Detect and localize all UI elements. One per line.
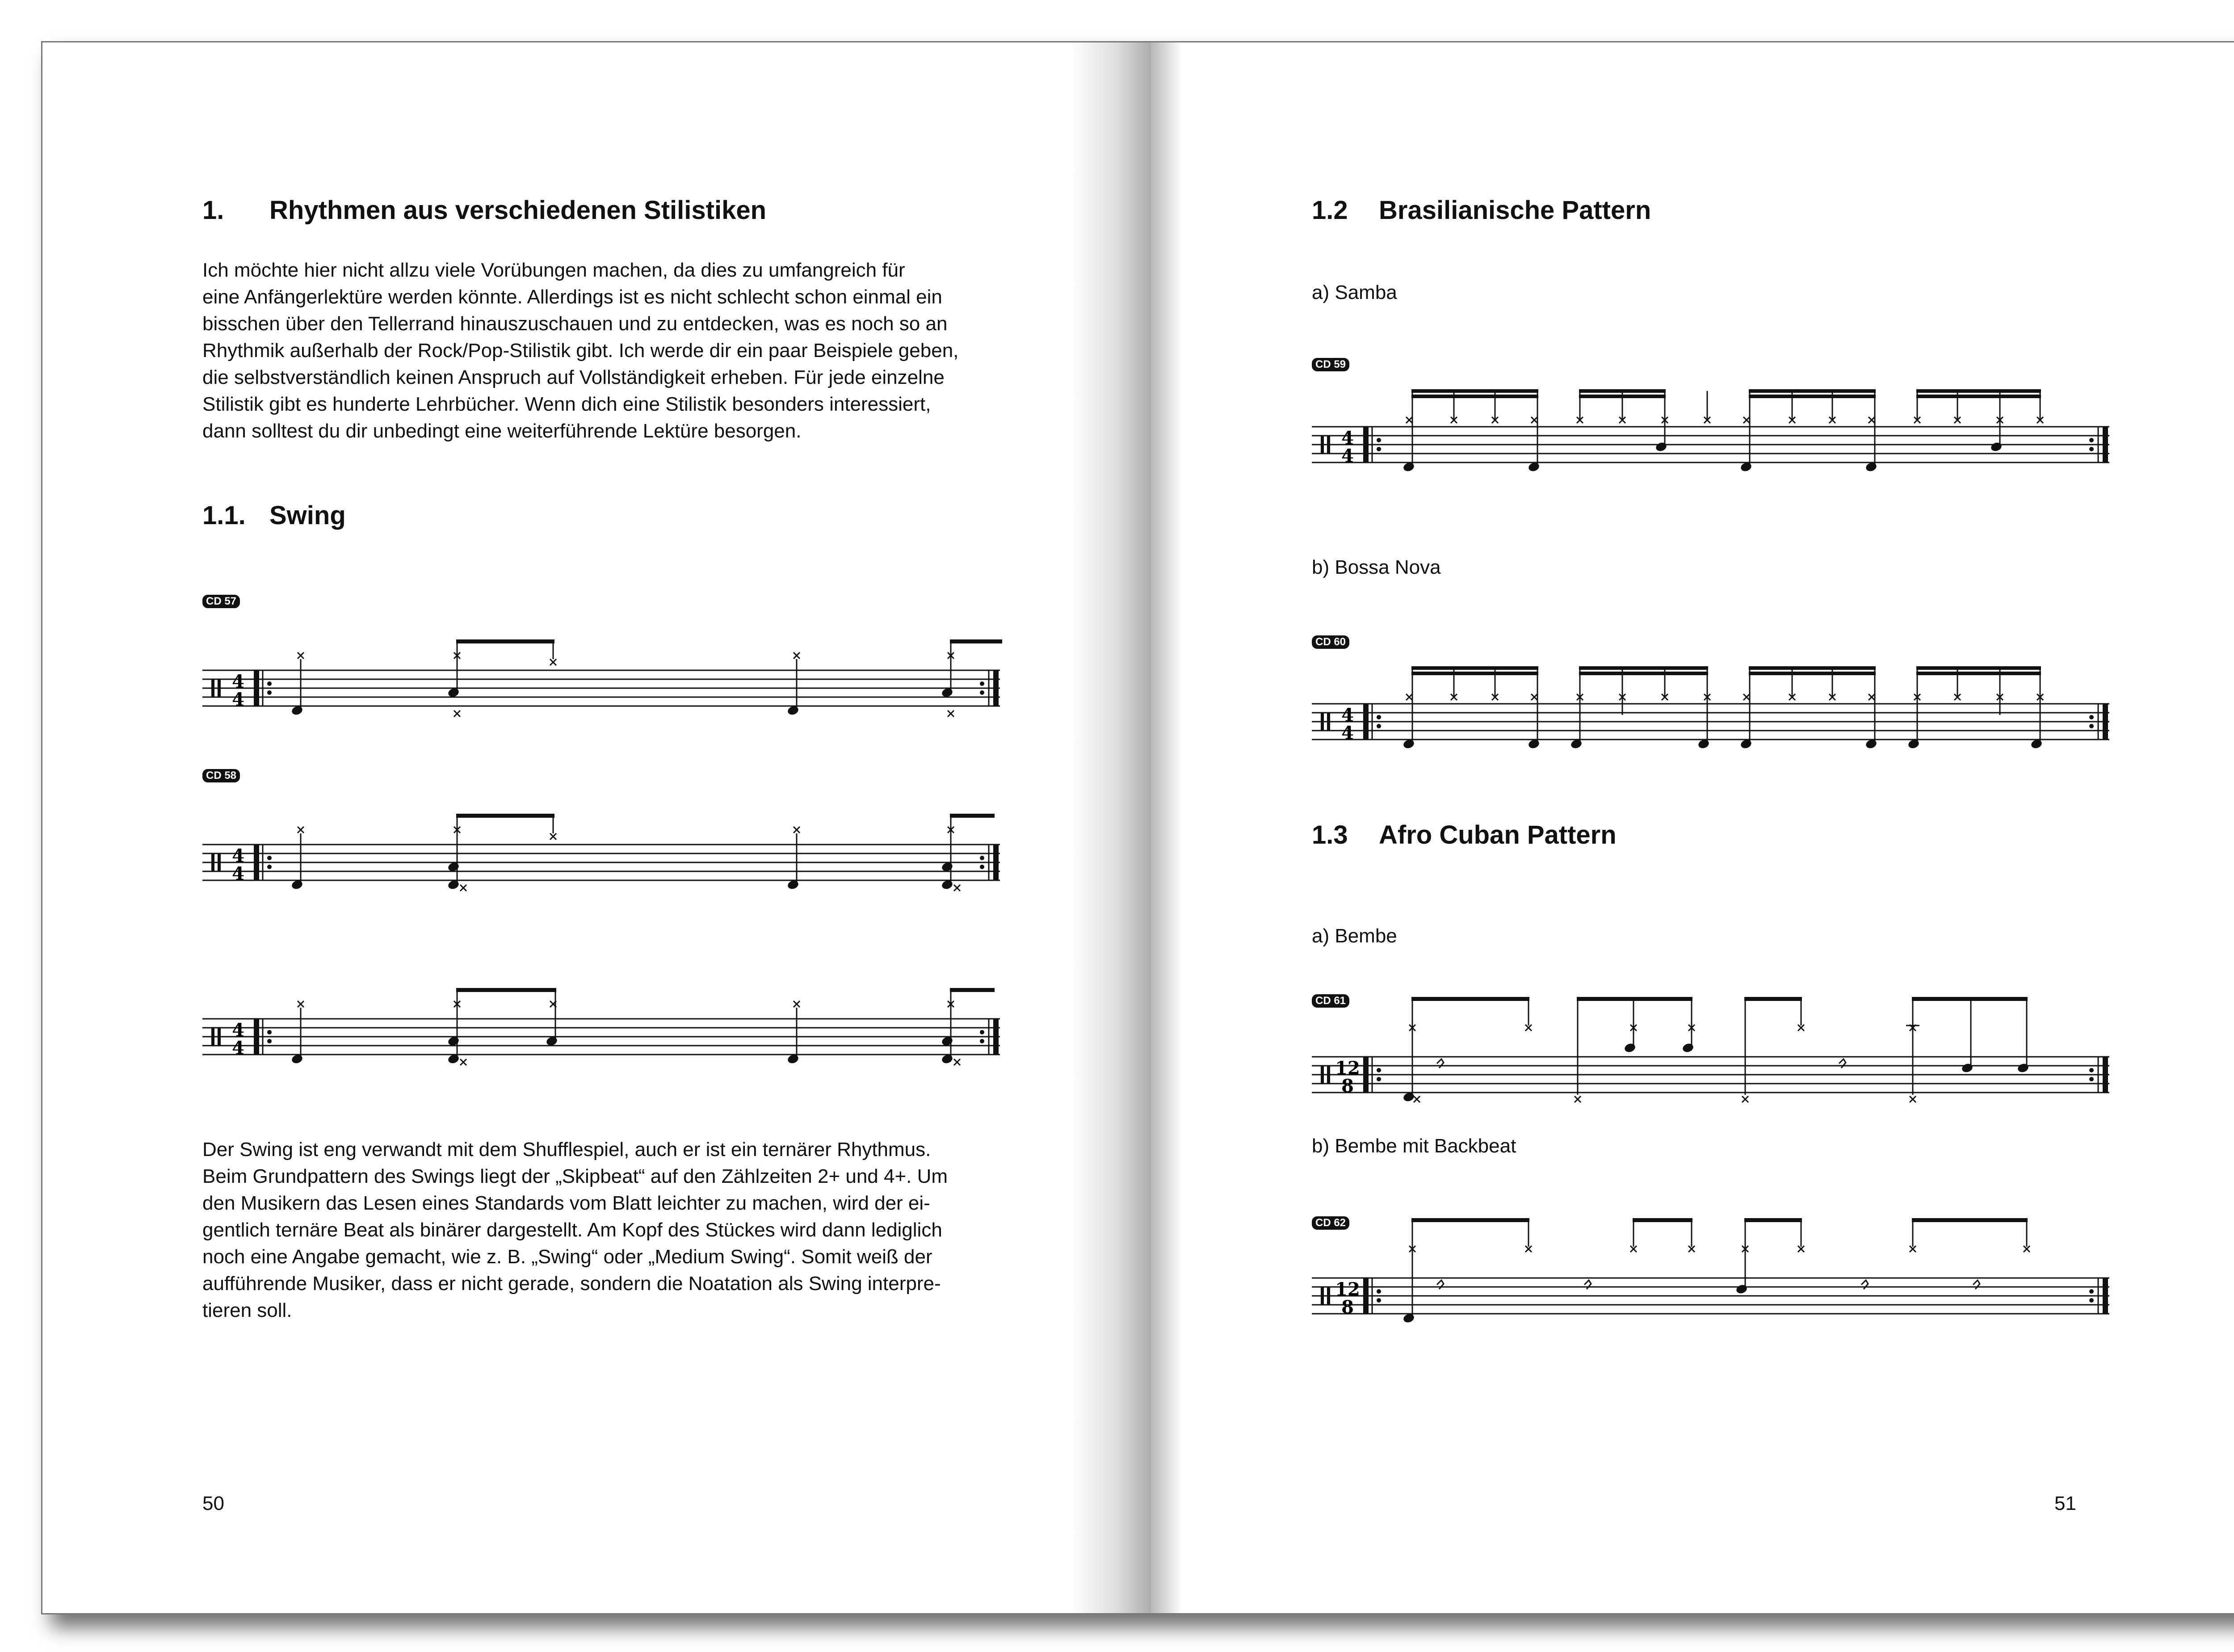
section-number: 1.1. xyxy=(202,501,246,530)
text-line: den Musikern das Lesen eines Standards vom Blatt leichter zu machen, wird der ei- xyxy=(202,1192,930,1214)
cd-track-badge: CD 57 xyxy=(202,595,240,608)
time-sig-top: 4 xyxy=(232,1020,244,1041)
text-line: Beim Grundpattern des Swings liegt der „Skipbeat“ auf den Zählzeiten 2+ und 4+. Um xyxy=(202,1165,948,1187)
section-title: Afro Cuban Pattern xyxy=(1379,820,1617,849)
cd-track-badge: CD 58 xyxy=(202,769,240,782)
text-line: Ich möchte hier nicht allzu viele Vorübungen machen, da dies zu umfangreich für xyxy=(202,259,905,281)
drum-staff-bembe xyxy=(1312,981,2112,1110)
time-sig-top: 12 xyxy=(1335,1279,1360,1300)
text-line: aufführende Musiker, dass er nicht gerade, sondern die Noatation als Swing interpre- xyxy=(202,1273,941,1295)
pattern-label-bembe-backbeat: b) Bembe mit Backbeat xyxy=(1312,1135,1516,1157)
gutter-shadow-right xyxy=(1151,42,1182,1613)
section-heading-swing xyxy=(202,500,346,530)
section-title: Swing xyxy=(269,501,346,530)
chapter-number: 1. xyxy=(202,196,224,225)
drum-staff-swing-3 xyxy=(202,950,1002,1084)
section-heading-brazil xyxy=(1312,195,1651,225)
pattern-label-bembe: a) Bembe xyxy=(1312,925,1397,947)
gutter-shadow-left xyxy=(1071,42,1151,1613)
right-page xyxy=(1151,42,2234,1613)
text-line: Rhythmik außerhalb der Rock/Pop-Stilistik gibt. Ich werde dir ein paar Beispiele geben, xyxy=(202,340,959,362)
chapter-heading xyxy=(202,195,766,225)
drum-staff-bembe-backbeat xyxy=(1312,1202,2112,1332)
text-line: noch eine Angabe gemacht, wie z. B. „Swing“ oder „Medium Swing“. Somit weiß der xyxy=(202,1246,932,1268)
time-sig-bottom: 8 xyxy=(1341,1076,1354,1097)
text-line: tieren soll. xyxy=(202,1299,292,1321)
time-sig-top: 4 xyxy=(1341,428,1354,449)
page-number-left: 50 xyxy=(202,1492,224,1514)
time-sig-bottom: 4 xyxy=(1341,723,1354,744)
left-page xyxy=(42,42,1151,1613)
drum-staff-bossa-nova xyxy=(1312,623,2112,753)
cd-track-badge: CD 59 xyxy=(1312,358,1349,371)
section-title: Brasilianische Pattern xyxy=(1379,196,1651,225)
time-sig-bottom: 4 xyxy=(1341,446,1354,467)
section-number: 1.2 xyxy=(1312,196,1348,225)
page-number-right: 51 xyxy=(2054,1492,2076,1514)
intro-paragraph xyxy=(202,257,999,445)
text-line: die selbstverständlich keinen Anspruch auf Vollständigkeit erheben. Für jede einzelne xyxy=(202,366,945,388)
time-sig-top: 4 xyxy=(1341,705,1354,726)
time-sig-top: 12 xyxy=(1335,1058,1360,1079)
time-sig-bottom: 4 xyxy=(232,689,244,710)
time-sig-bottom: 4 xyxy=(232,1038,244,1059)
time-sig-bottom: 4 xyxy=(232,863,244,884)
time-sig-bottom: 8 xyxy=(1341,1297,1354,1318)
cd-track-badge: CD 60 xyxy=(1312,635,1349,649)
text-line: eine Anfängerlektüre werden könnte. Allerdings ist es nicht schlecht schon einmal ein xyxy=(202,286,942,308)
text-line: bisschen über den Tellerrand hinauszuschauen und zu entdecken, was es noch so an xyxy=(202,313,948,335)
time-sig-top: 4 xyxy=(232,845,244,866)
cd-track-badge: CD 61 xyxy=(1312,994,1349,1008)
drum-staff-swing-2 xyxy=(202,775,1002,909)
drum-staff-swing-1 xyxy=(202,601,1002,735)
text-line: Der Swing ist eng verwandt mit dem Shufflespiel, auch er ist ein ternärer Rhythmus. xyxy=(202,1139,931,1160)
chapter-title: Rhythmen aus verschiedenen Stilistiken xyxy=(269,196,767,225)
swing-paragraph xyxy=(202,1136,999,1324)
text-line: gentlich ternäre Beat als binärer dargestellt. Am Kopf des Stückes wird dann lediglich xyxy=(202,1219,942,1241)
section-heading-afro-cuban xyxy=(1312,820,1617,850)
pattern-label-bossa-nova: b) Bossa Nova xyxy=(1312,556,1441,578)
open-book xyxy=(41,41,2234,1614)
drum-staff-samba xyxy=(1312,346,2112,476)
section-number: 1.3 xyxy=(1312,820,1348,849)
text-line: Stilistik gibt es hunderte Lehrbücher. Wenn dich eine Stilistik besonders interessiert, xyxy=(202,393,931,415)
cd-track-badge: CD 62 xyxy=(1312,1216,1349,1230)
pattern-label-samba: a) Samba xyxy=(1312,282,1397,303)
text-line: dann solltest du dir unbedingt eine weiterführende Lektüre besorgen. xyxy=(202,420,802,442)
time-sig-top: 4 xyxy=(232,671,244,692)
